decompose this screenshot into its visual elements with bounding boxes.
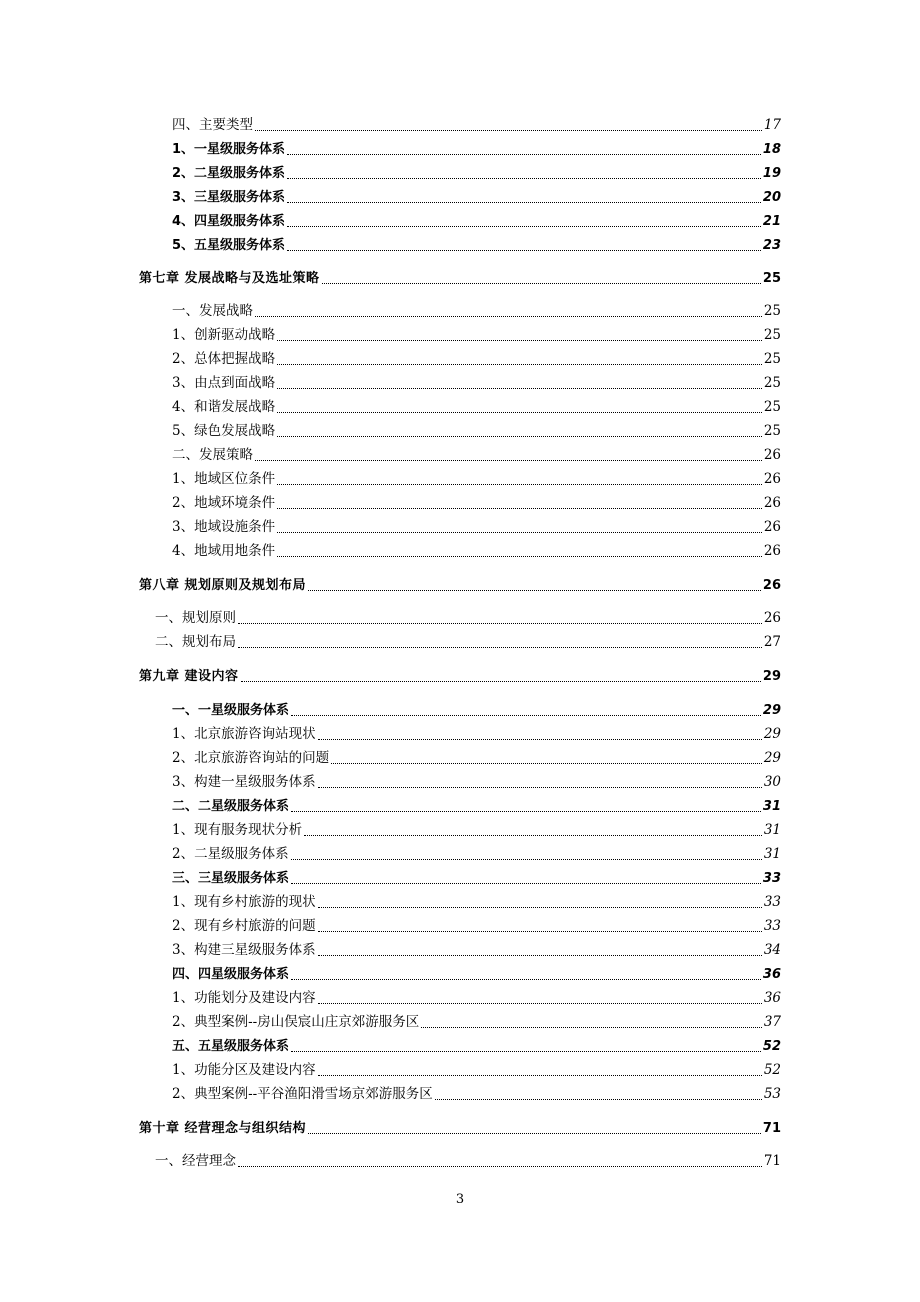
toc-leader xyxy=(277,531,762,533)
toc-entry-page: 29 xyxy=(763,726,781,742)
toc-leader xyxy=(318,954,762,956)
toc-entry[interactable] xyxy=(172,771,781,791)
toc-entry-page: 31 xyxy=(762,799,781,814)
toc-entry-label: 1、现有乡村旅游的现状 xyxy=(172,894,316,910)
toc-entry-label: 3、构建三星级服务体系 xyxy=(172,942,316,958)
toc-entry[interactable] xyxy=(172,699,781,719)
toc-entry-label: 一、一星级服务体系 xyxy=(172,703,290,718)
toc-entry[interactable] xyxy=(172,1059,781,1079)
toc-entry-page: 17 xyxy=(763,117,781,133)
toc-entry[interactable] xyxy=(172,1011,781,1031)
toc-leader xyxy=(318,786,762,788)
toc-leader xyxy=(277,339,762,341)
toc-entry-page: 26 xyxy=(763,471,781,487)
toc-entry-page: 52 xyxy=(763,1062,781,1078)
toc-entry-page: 33 xyxy=(763,894,781,910)
toc-entry[interactable] xyxy=(172,540,781,560)
toc-entry[interactable] xyxy=(172,492,781,512)
toc-leader xyxy=(318,738,762,740)
toc-leader xyxy=(308,589,761,591)
toc-entry-label: 2、北京旅游咨询站的问题 xyxy=(172,750,330,766)
toc-leader xyxy=(331,762,762,764)
toc-entry-page: 34 xyxy=(763,942,781,958)
toc-entry-label: 4、四星级服务体系 xyxy=(172,214,286,229)
toc-entry[interactable] xyxy=(172,516,781,536)
toc-entry-label: 1、现有服务现状分析 xyxy=(172,822,303,838)
toc-entry-label: 四、四星级服务体系 xyxy=(172,967,290,982)
toc-entry[interactable] xyxy=(172,891,781,911)
toc-entry-label: 2、典型案例--房山俣宸山庄京郊游服务区 xyxy=(172,1014,420,1030)
toc-leader xyxy=(238,622,762,624)
toc-chapter[interactable] xyxy=(139,1117,781,1137)
toc-leader xyxy=(277,387,762,389)
toc-entry[interactable] xyxy=(172,819,781,839)
toc-entry-label: 1、地域区位条件 xyxy=(172,471,276,487)
toc-chapter[interactable] xyxy=(139,574,781,594)
toc-entry[interactable] xyxy=(172,939,781,959)
toc-entry[interactable] xyxy=(172,396,781,416)
toc-entry-page: 25 xyxy=(763,423,781,439)
toc-entry-page: 26 xyxy=(763,543,781,559)
toc-entry-page: 30 xyxy=(763,774,781,790)
toc-entry[interactable] xyxy=(172,138,781,158)
toc-entry[interactable] xyxy=(172,795,781,815)
toc-entry-page: 25 xyxy=(763,351,781,367)
toc-leader xyxy=(318,1074,762,1076)
toc-entry[interactable] xyxy=(172,114,781,134)
toc-entry[interactable] xyxy=(172,1083,781,1103)
toc-entry[interactable] xyxy=(155,607,781,627)
toc-leader xyxy=(287,177,761,179)
toc-leader xyxy=(255,315,762,317)
page-number: 3 xyxy=(455,1192,465,1207)
toc-entry-page: 36 xyxy=(762,967,781,982)
toc-leader xyxy=(291,882,761,884)
toc-entry[interactable] xyxy=(172,444,781,464)
toc-chapter-label: 第八章 规划原则及规划布局 xyxy=(139,578,307,593)
toc-entry[interactable] xyxy=(172,372,781,392)
toc-leader xyxy=(255,459,762,461)
toc-entry-page: 25 xyxy=(763,375,781,391)
toc-entry-label: 1、功能划分及建设内容 xyxy=(172,990,316,1006)
toc-entry[interactable] xyxy=(172,1035,781,1055)
toc-entry-page: 19 xyxy=(762,166,781,181)
toc-leader xyxy=(277,411,762,413)
toc-entry-page: 26 xyxy=(763,495,781,511)
toc-entry-label: 5、五星级服务体系 xyxy=(172,238,286,253)
toc-entry[interactable] xyxy=(172,915,781,935)
toc-entry-page: 20 xyxy=(762,190,781,205)
toc-entry-page: 36 xyxy=(763,990,781,1006)
toc-entry-page: 53 xyxy=(763,1086,781,1102)
toc-entry-label: 二、二星级服务体系 xyxy=(172,799,290,814)
toc-leader xyxy=(435,1098,762,1100)
toc-entry-page: 21 xyxy=(762,214,781,229)
toc-leader xyxy=(322,282,761,284)
toc-leader xyxy=(318,930,762,932)
toc-leader xyxy=(291,858,762,860)
toc-entry-page: 37 xyxy=(763,1014,781,1030)
toc-leader xyxy=(238,1165,762,1167)
toc-leader xyxy=(277,507,762,509)
toc-entry[interactable] xyxy=(172,300,781,320)
toc-entry-page: 52 xyxy=(762,1039,781,1054)
toc-leader xyxy=(287,225,761,227)
toc-entry-label: 五、五星级服务体系 xyxy=(172,1039,290,1054)
toc-entry-label: 4、和谐发展战略 xyxy=(172,399,276,415)
toc-leader xyxy=(238,646,762,648)
toc-entry-label: 二、发展策略 xyxy=(172,447,253,463)
toc-leader xyxy=(291,810,761,812)
toc-entry-label: 四、主要类型 xyxy=(172,117,253,133)
toc-entry[interactable] xyxy=(155,1150,781,1170)
toc-entry[interactable] xyxy=(172,723,781,743)
toc-entry-label: 1、一星级服务体系 xyxy=(172,142,286,157)
toc-entry-label: 4、地域用地条件 xyxy=(172,543,276,559)
toc-chapter-page: 71 xyxy=(762,1121,781,1136)
toc-entry-label: 2、二星级服务体系 xyxy=(172,166,286,181)
toc-leader xyxy=(287,153,761,155)
toc-entry[interactable] xyxy=(172,348,781,368)
toc-entry-label: 三、三星级服务体系 xyxy=(172,871,290,886)
toc-entry-label: 2、总体把握战略 xyxy=(172,351,276,367)
toc-entry-label: 一、经营理念 xyxy=(155,1153,236,1169)
toc-chapter-label: 第十章 经营理念与组织结构 xyxy=(139,1121,307,1136)
toc-chapter-page: 29 xyxy=(762,669,781,684)
toc-leader xyxy=(318,1002,762,1004)
toc-entry[interactable] xyxy=(172,234,781,254)
toc-entry[interactable] xyxy=(172,963,781,983)
toc-entry-page: 26 xyxy=(763,519,781,535)
toc-entry[interactable] xyxy=(172,186,781,206)
toc-entry-label: 2、现有乡村旅游的问题 xyxy=(172,918,316,934)
toc-entry-page: 29 xyxy=(762,703,781,718)
toc-leader xyxy=(308,1132,761,1134)
toc-leader xyxy=(277,435,762,437)
toc-entry-label: 5、绿色发展战略 xyxy=(172,423,276,439)
toc-entry-label: 3、三星级服务体系 xyxy=(172,190,286,205)
toc-entry-label: 1、创新驱动战略 xyxy=(172,327,276,343)
toc-leader xyxy=(241,680,761,682)
toc-entry[interactable] xyxy=(172,420,781,440)
toc-leader xyxy=(287,201,761,203)
toc-entry-page: 29 xyxy=(763,750,781,766)
toc-leader xyxy=(277,483,762,485)
toc-entry-page: 18 xyxy=(762,142,781,157)
toc-leader xyxy=(318,906,762,908)
toc-entry-page: 26 xyxy=(763,447,781,463)
toc-entry-label: 3、构建一星级服务体系 xyxy=(172,774,316,790)
toc-entry[interactable] xyxy=(172,162,781,182)
toc-entry[interactable] xyxy=(172,987,781,1007)
toc-entry-label: 一、发展战略 xyxy=(172,303,253,319)
toc-entry-page: 25 xyxy=(763,303,781,319)
toc-chapter-label: 第七章 发展战略与及选址策略 xyxy=(139,271,320,286)
toc-chapter-label: 第九章 建设内容 xyxy=(139,669,239,684)
toc-entry[interactable] xyxy=(172,468,781,488)
toc-leader xyxy=(277,555,762,557)
toc-entry-label: 1、北京旅游咨询站现状 xyxy=(172,726,316,742)
toc-entry-page: 23 xyxy=(762,238,781,253)
toc-entry-page: 25 xyxy=(763,327,781,343)
toc-entry-label: 2、地域环境条件 xyxy=(172,495,276,511)
toc-entry-page: 33 xyxy=(762,871,781,886)
toc-entry[interactable] xyxy=(172,867,781,887)
toc-entry[interactable] xyxy=(172,210,781,230)
toc-entry-page: 31 xyxy=(763,822,781,838)
toc-chapter[interactable] xyxy=(139,267,781,287)
toc-leader xyxy=(291,1050,761,1052)
toc-entry[interactable] xyxy=(172,843,781,863)
toc-entry-label: 3、由点到面战略 xyxy=(172,375,276,391)
toc-chapter-page: 25 xyxy=(762,271,781,286)
toc-entry-page: 33 xyxy=(763,918,781,934)
toc-entry-page: 25 xyxy=(763,399,781,415)
toc-entry-label: 2、二星级服务体系 xyxy=(172,846,289,862)
toc-entry[interactable] xyxy=(172,324,781,344)
toc-entry-page: 71 xyxy=(763,1153,781,1169)
toc-chapter[interactable] xyxy=(139,665,781,685)
toc-entry-page: 31 xyxy=(763,846,781,862)
toc-leader xyxy=(255,129,762,131)
toc-leader xyxy=(291,978,761,980)
toc-entry-label: 一、规划原则 xyxy=(155,610,236,626)
toc-entry-page: 27 xyxy=(763,634,781,650)
toc-entry-label: 2、典型案例--平谷渔阳滑雪场京郊游服务区 xyxy=(172,1086,433,1102)
toc-entry[interactable] xyxy=(172,747,781,767)
toc-entry-label: 3、地域设施条件 xyxy=(172,519,276,535)
toc-chapter-page: 26 xyxy=(762,578,781,593)
toc-leader xyxy=(304,834,762,836)
toc-entry-page: 26 xyxy=(763,610,781,626)
toc-entry-label: 二、规划布局 xyxy=(155,634,236,650)
toc-entry-label: 1、功能分区及建设内容 xyxy=(172,1062,316,1078)
toc-leader xyxy=(291,714,761,716)
toc-entry[interactable] xyxy=(155,631,781,651)
toc-leader xyxy=(421,1026,762,1028)
toc-leader xyxy=(287,249,761,251)
toc-leader xyxy=(277,363,762,365)
